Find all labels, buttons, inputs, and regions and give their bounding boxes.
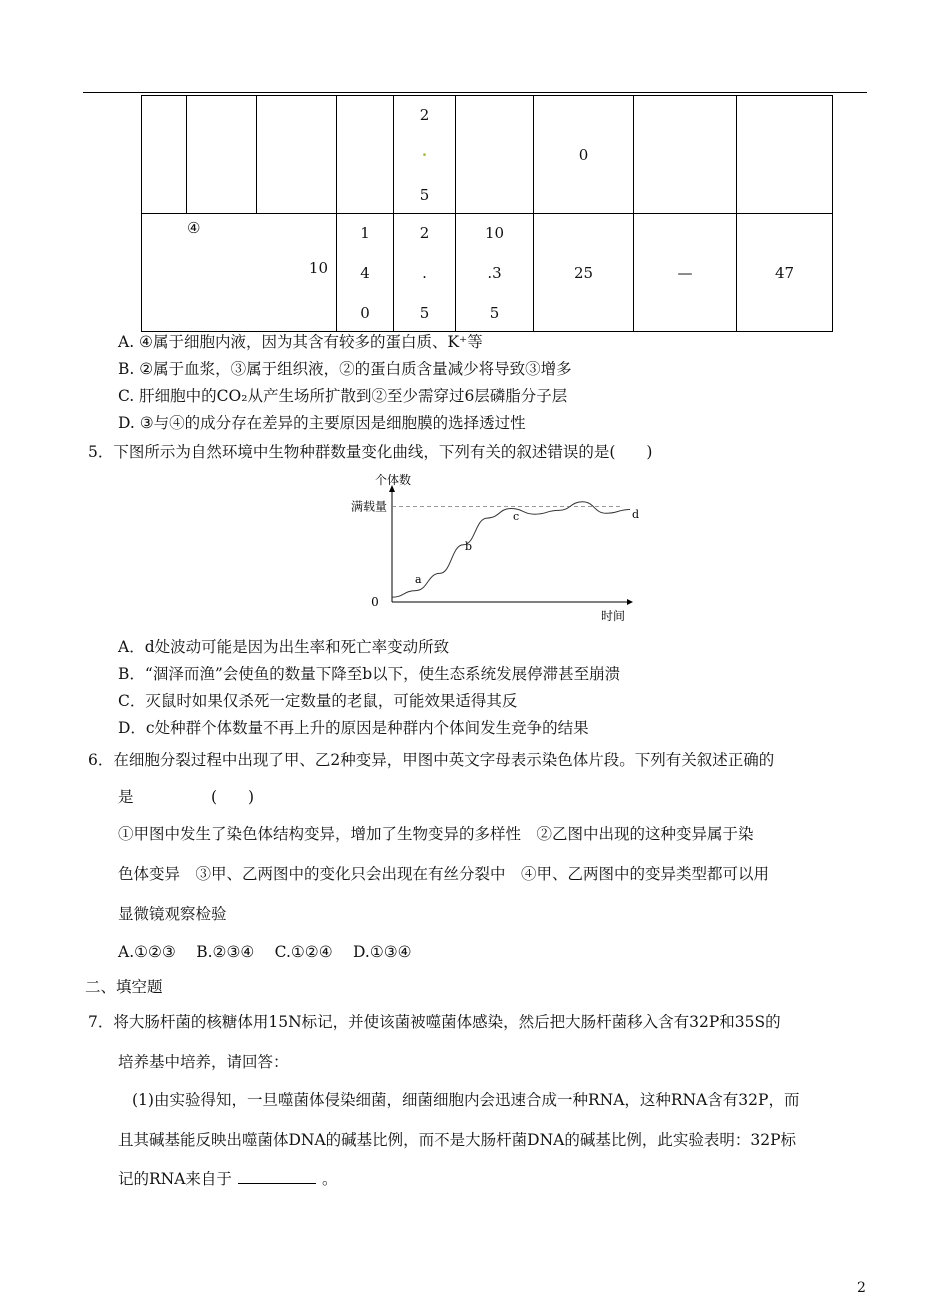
q7-line1: 7．将大肠杆菌的核糖体用15N标记，并使该菌被噬菌体感染，然后把大肠杆菌移入含有32P和35S的 <box>88 1013 781 1031</box>
q6-stem-line2: 是 ( ) <box>118 788 255 806</box>
table-cell: 0 <box>534 96 634 214</box>
table-cell: 2 · 5 <box>394 96 456 214</box>
capacity-label: 满载量 <box>350 499 387 514</box>
point-label-d: d <box>632 508 640 521</box>
table-cell: 47 <box>737 214 833 332</box>
q5-option-c: C．灭鼠时如果仅杀死一定数量的老鼠，可能效果适得其反 <box>118 692 518 710</box>
x-axis-arrow-icon <box>627 599 633 605</box>
q7-sub1-line2: 且其碱基能反映出噬菌体DNA的碱基比例，而不是大肠杆菌DNA的碱基比例，此实验表明：32P标 <box>118 1131 797 1149</box>
population-curve <box>392 502 630 597</box>
table-cell: 1 4 0 <box>337 214 394 332</box>
q4-option-d: D. ③与④的成分存在差异的主要原因是细胞膜的选择透过性 <box>118 414 526 432</box>
q6-items-line3: 显微镜观察检验 <box>118 905 227 923</box>
header-rule <box>83 92 867 93</box>
q5-option-a: A．d处波动可能是因为出生率和死亡率变动所致 <box>118 638 450 656</box>
x-axis-label: 时间 <box>600 609 626 623</box>
table-cell: ④ 10 <box>142 214 337 332</box>
q6-items-line1: ①甲图中发生了染色体结构变异，增加了生物变异的多样性 ②乙图中出现的这种变异属于染 <box>118 825 754 843</box>
composition-table <box>141 95 833 332</box>
q6-items-line2: 色体变异 ③甲、乙两图中的变化只会出现在有丝分裂中 ④甲、乙两图中的变异类型都可以用 <box>118 865 770 883</box>
section-heading: 二、填空题 <box>85 978 163 996</box>
point-label-a: a <box>415 573 422 586</box>
q5-option-b: B．“涸泽而渔”会使鱼的数量下降至b以下，使生态系统发展停滞甚至崩溃 <box>118 665 621 683</box>
answer-blank[interactable] <box>238 1169 316 1184</box>
q5-option-d: D．c处种群个体数量不再上升的原因是种群内个体间发生竞争的结果 <box>118 719 589 737</box>
table-cell: — <box>634 214 737 332</box>
q4-option-c: C. 肝细胞中的CO₂从产生场所扩散到②至少需穿过6层磷脂分子层 <box>118 387 568 405</box>
q4-option-a: A. ④属于细胞内液，因为其含有较多的蛋白质、K⁺等 <box>118 333 483 351</box>
population-chart <box>335 468 645 626</box>
point-label-b: b <box>465 540 473 553</box>
page-number: 2 <box>857 1280 866 1296</box>
q6-options: A.①②③ B.②③④ C.①②④ D.①③④ <box>118 943 412 961</box>
table-cell: 25 <box>534 214 634 332</box>
table-cell: 2 . 5 <box>394 214 456 332</box>
table-row <box>142 96 833 214</box>
q7-line2: 培养基中培养，请回答： <box>118 1053 289 1071</box>
table-cell: 10 .3 5 <box>456 214 534 332</box>
q5-stem: 5．下图所示为自然环境中生物种群数量变化曲线，下列有关的叙述错误的是( ) <box>88 443 653 461</box>
origin-label: 0 <box>371 595 379 609</box>
table-row <box>142 214 833 332</box>
q6-stem-line1: 6．在细胞分裂过程中出现了甲、乙2种变异，甲图中英文字母表示染色体片段。下列有关叙述正确的 <box>88 751 775 769</box>
q4-option-b: B. ②属于血浆，③属于组织液，②的蛋白质含量减少将导致③增多 <box>118 360 572 378</box>
q7-sub1-line3: 记的RNA来自于 。 <box>118 1170 338 1188</box>
y-axis-label: 个体数 <box>374 473 412 487</box>
point-label-c: c <box>513 510 520 523</box>
q7-sub1-line1: (1)由实验得知，一旦噬菌体侵染细菌，细菌细胞内会迅速合成一种RNA，这种RNA含有32P，而 <box>132 1091 800 1109</box>
